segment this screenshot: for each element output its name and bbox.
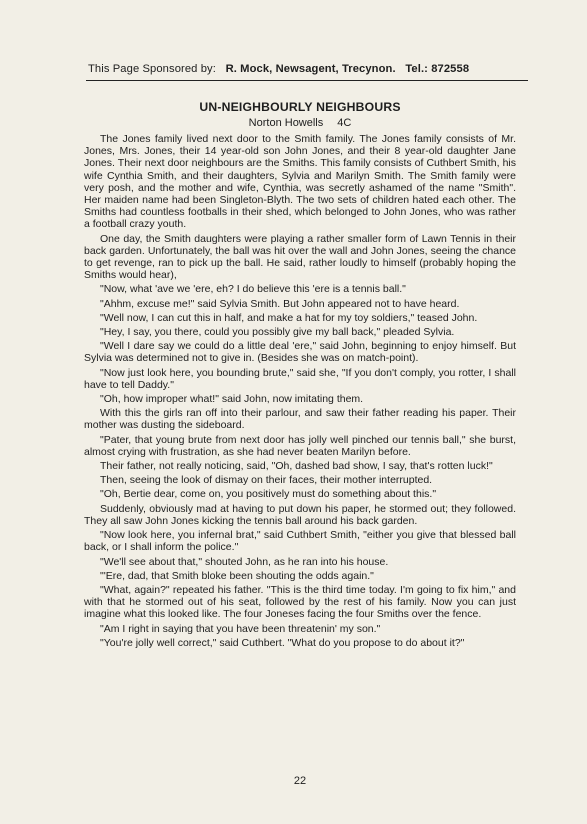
story-title: UN-NEIGHBOURLY NEIGHBOURS [199, 100, 401, 114]
sponsor-name: R. Mock, Newsagent, Trecynon. [225, 63, 396, 75]
author-name: Norton Howells [248, 117, 324, 129]
story-byline [84, 117, 516, 129]
story-paragraph: "What, again?" repeated his father. "This is the third time today. I'm going to fix him," and with that he stormed out of his seat, followed by the rest of his family. Now you can just imagine what this looked like. The four Joneses facing the four Smiths over the fence. [84, 583, 516, 621]
author-form: 4C [337, 117, 352, 129]
story-paragraph: One day, the Smith daughters were playing a rather smaller form of Lawn Tennis in their back garden. Unfortunately, the ball was hit over the wall and John Jones, seeing the chance to get revenge, ran to pick up the ball. He said, rather loudly to himself (probably hoping the Smiths would hear), [84, 232, 516, 282]
story-paragraph: "Pater, that young brute from next door has jolly well pinched our tennis ball," she burst, almost crying with frustration, as she had never beaten Marilyn before. [84, 433, 516, 458]
story-paragraph: "Oh, Bertie dear, come on, you positively must do something about this." [100, 488, 437, 501]
story-paragraph: "Well now, I can cut this in half, and make a hat for my toy soldiers," teased John. [100, 311, 478, 324]
sponsor-line [88, 63, 528, 75]
story-paragraph: "Well I dare say we could do a little deal 'ere," said John, beginning to enjoy himself. But Sylvia was determined not to give in. (Besides she was on match-point). [84, 340, 516, 365]
sponsor-prefix: This Page Sponsored by: [88, 63, 216, 75]
story-paragraph: The Jones family lived next door to the Smith family. The Jones family consists of Mr. Jones, Mrs. Jones, their 14 year-old son John Jones, and their 8 year-old daughter Jane Jones. Their next door neighbours are the Smiths. This family consists of Cuthbert Smith, his wife Cynthia Smith, and their daughters, Sylvia and Marilyn Smith. The Smith family were very posh, and the mother and wife, Cynthia, was secretly ashamed of the name "Smith". Her maiden name had been Singleton-Blyth. The two sets of children hated each other. The Smiths had countless footballs in their shed, which belonged to John Jones, who was rather a football crazy youth. [84, 133, 516, 231]
story-paragraph: "You're jolly well correct," said Cuthbert. "What do you propose to do about it?" [100, 636, 465, 649]
story-body [84, 133, 516, 651]
story-paragraph: Then, seeing the look of dismay on their faces, their mother interrupted. [100, 474, 433, 487]
story-paragraph: Suddenly, obviously mad at having to put down his paper, he stormed out; they followed. They all saw John Jones kicking the tennis ball around his back garden. [84, 502, 516, 527]
story-paragraph: "Ahhm, excuse me!" said Sylvia Smith. But John appeared not to have heard. [100, 297, 460, 310]
story-paragraph: Their father, not really noticing, said, "Oh, dashed bad show, I say, that's rotten luck!" [100, 460, 493, 473]
story-paragraph: "We'll see about that," shouted John, as he ran into his house. [100, 555, 389, 568]
story-paragraph: "Oh, how improper what!" said John, now imitating them. [100, 393, 364, 406]
story-paragraph: "Now just look here, you bounding brute," said she, "If you don't comply, you rotter, I shall have to tell Daddy." [84, 366, 516, 391]
story-paragraph: "Now look here, you infernal brat," said Cuthbert Smith, "either you give that blessed ball back, or I shall inform the police." [84, 529, 516, 554]
header-rule [86, 80, 528, 81]
page-number: 22 [293, 775, 307, 787]
story-paragraph: With this the girls ran off into their parlour, and saw their father reading his paper. Their mother was dusting the sideboard. [84, 407, 516, 432]
story-paragraph: "Am I right in saying that you have been threatenin' my son." [100, 622, 381, 635]
story-paragraph: "Hey, I say, you there, could you possibly give my ball back," pleaded Sylvia. [100, 326, 455, 339]
sponsor-telephone: Tel.: 872558 [405, 63, 470, 75]
story-paragraph: "'Ere, dad, that Smith bloke been shouting the odds again." [100, 569, 374, 582]
story-paragraph: "Now, what 'ave we 'ere, eh? I do believe this 'ere is a tennis ball." [100, 283, 406, 296]
